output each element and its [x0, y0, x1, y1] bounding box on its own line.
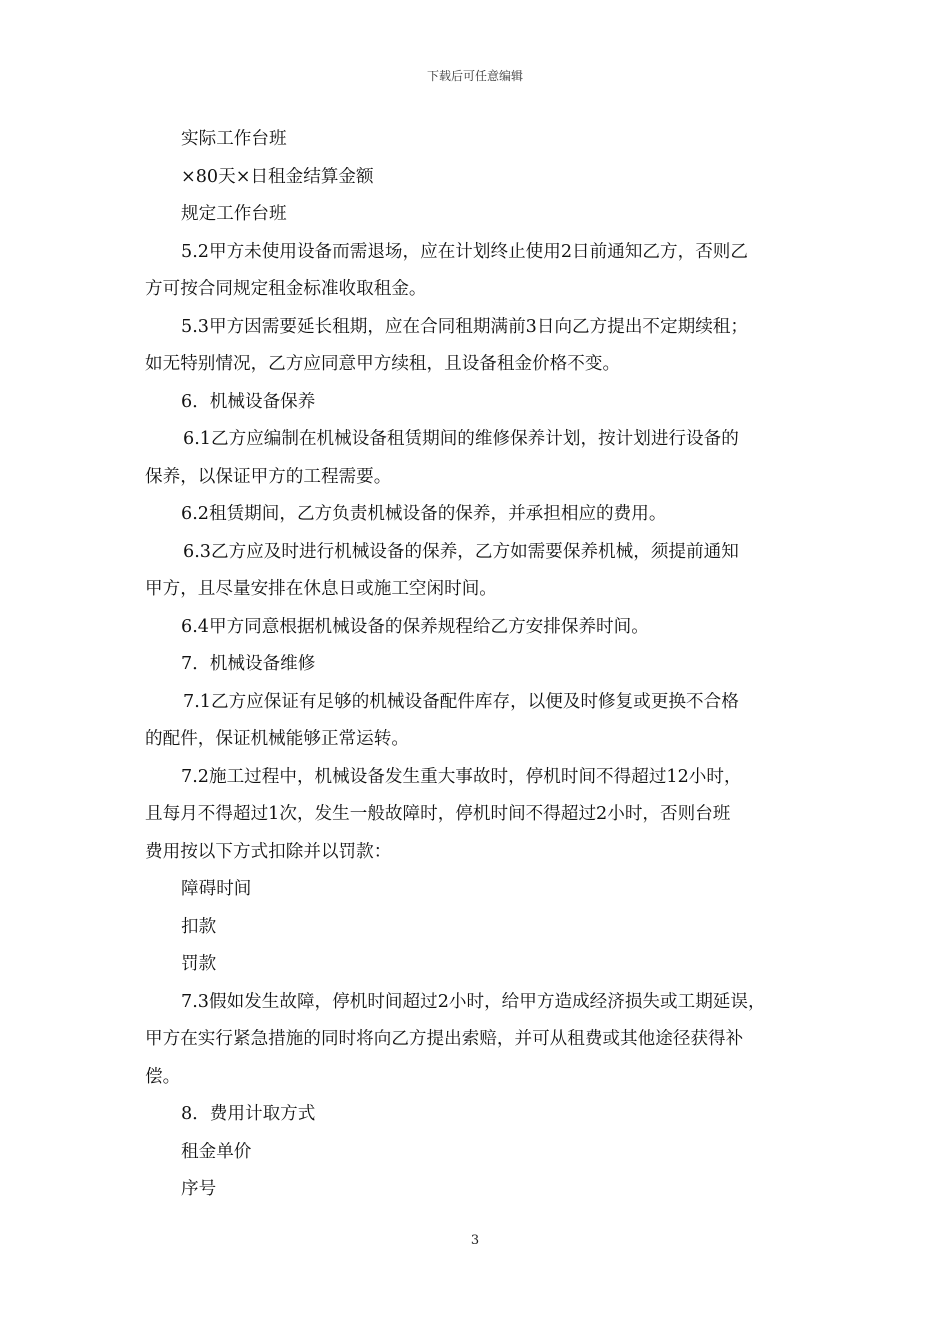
document-line: 7.2施工过程中，机械设备发生重大事故时，停机时间不得超过12小时， [181, 766, 742, 787]
document-line: 偿。 [145, 1066, 181, 1087]
document-line: 实际工作台班 [181, 129, 287, 149]
document-line: 扣款 [181, 916, 217, 937]
document-line: 7.3假如发生故障，停机时间超过2小时，给甲方造成经济损失或工期延误， [181, 991, 766, 1012]
document-line: 租金单价 [181, 1141, 252, 1162]
document-line: 甲方在实行紧急措施的同时将向乙方提出索赔，并可从租费或其他途径获得补 [145, 1029, 744, 1049]
document-line: ×80天×日租金结算金额 [181, 166, 374, 187]
document-line: 罚款 [181, 954, 217, 974]
document-line: 且每月不得超过1次，发生一般故障时，停机时间不得超过2小时，否则台班 [145, 804, 731, 824]
document-line: 5.3甲方因需要延长租期，应在合同租期满前3日向乙方提出不定期续租； [181, 316, 748, 337]
document-line: 6.2租赁期间，乙方负责机械设备的保养，并承担相应的费用。 [181, 504, 667, 524]
document-body [145, 121, 813, 1209]
document-line: 6.4甲方同意根据机械设备的保养规程给乙方安排保养时间。 [181, 616, 649, 637]
document-line: 序号 [181, 1179, 217, 1199]
document-line: 7．机械设备维修 [181, 654, 316, 674]
document-line: 6．机械设备保养 [181, 391, 316, 412]
document-line: 6.3乙方应及时进行机械设备的保养，乙方如需要保养机械，须提前通知 [183, 541, 739, 562]
page-header: 下载后可任意编辑 [426, 69, 523, 83]
document-line: 甲方，且尽量安排在休息日或施工空闲时间。 [145, 579, 497, 599]
document-line: 如无特别情况，乙方应同意甲方续租，且设备租金价格不变。 [145, 354, 621, 374]
document-line: 6.1乙方应编制在机械设备租赁期间的维修保养计划，按计划进行设备的 [183, 429, 739, 449]
document-line: 规定工作台班 [181, 204, 287, 224]
document-line: 8．费用计取方式 [181, 1104, 316, 1124]
page-number: 3 [470, 1233, 480, 1248]
document-line: 保养，以保证甲方的工程需要。 [145, 466, 392, 487]
document-line: 5.2甲方未使用设备而需退场，应在计划终止使用2日前通知乙方，否则乙 [181, 241, 748, 262]
document-line: 障碍时间 [181, 879, 252, 899]
document-line: 费用按以下方式扣除并以罚款： [145, 841, 392, 862]
document-line: 的配件，保证机械能够正常运转。 [145, 729, 409, 749]
document-line: 方可按合同规定租金标准收取租金。 [145, 279, 427, 299]
document-line: 7.1乙方应保证有足够的机械设备配件库存，以便及时修复或更换不合格 [183, 691, 739, 712]
